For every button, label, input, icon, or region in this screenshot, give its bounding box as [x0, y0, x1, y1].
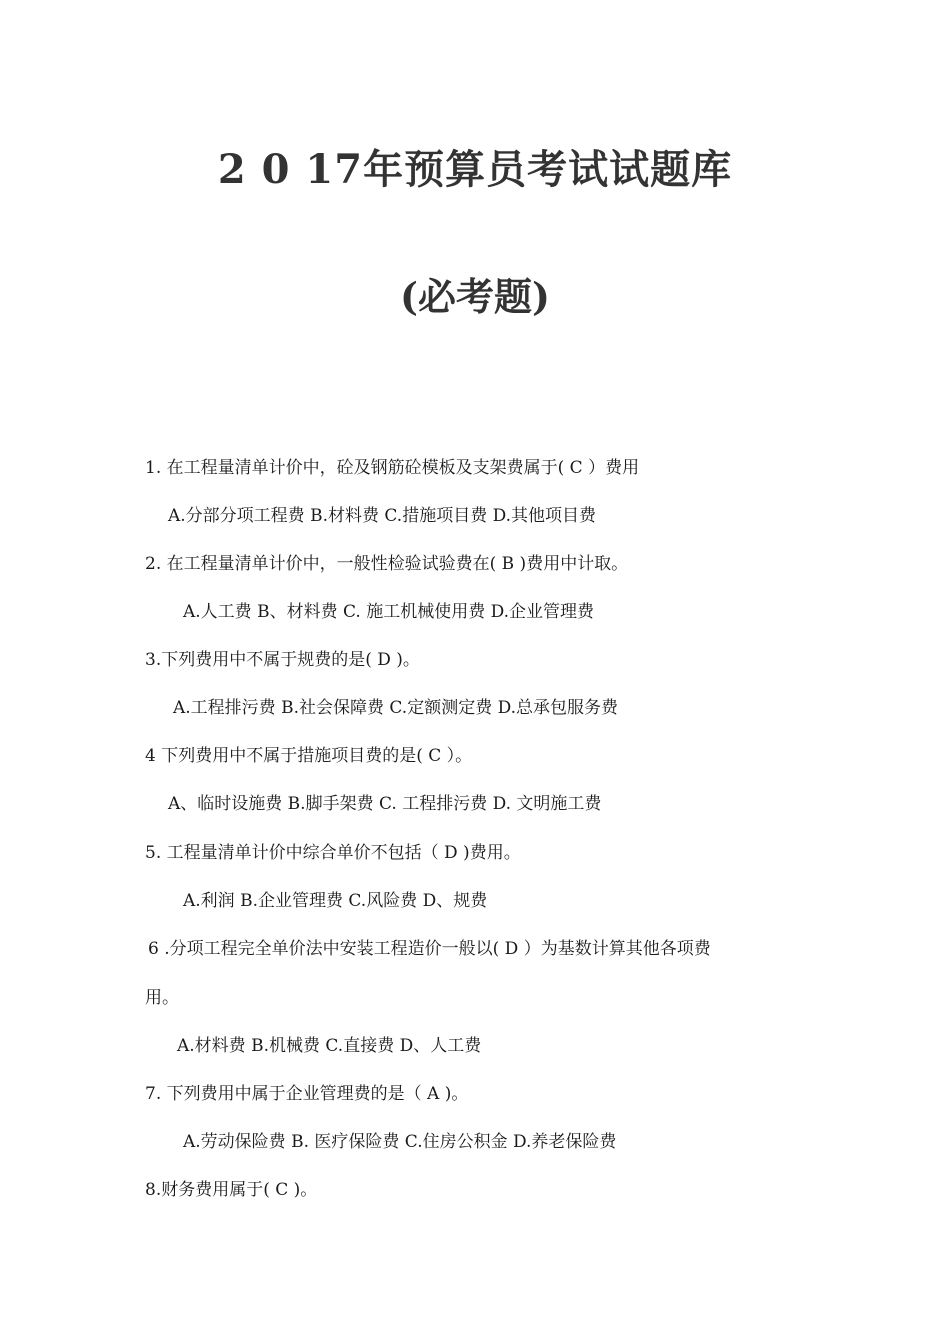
- question-4-stem: 4 下列费用中不属于措施项目费的是( C ）。: [145, 746, 473, 766]
- question-8-stem: 8.财务费用属于( C )。: [145, 1180, 318, 1200]
- question-2-stem: 2. 在工程量清单计价中，一般性检验试验费在( B )费用中计取。: [145, 554, 629, 574]
- question-6-stem: 6 .分项工程完全单价法中安装工程造价一般以( D ）为基数计算其他各项费: [148, 939, 711, 959]
- question-4-options: A、临时设施费 B.脚手架费 C. 工程排污费 D. 文明施工费: [168, 794, 602, 814]
- question-2-options: A.人工费 B、材料费 C. 施工机械使用费 D.企业管理费: [183, 602, 595, 622]
- question-1-options: A.分部分项工程费 B.材料费 C.措施项目费 D.其他项目费: [168, 506, 597, 526]
- question-5-options: A.利润 B.企业管理费 C.风险费 D、规费: [183, 891, 488, 911]
- question-7-options: A.劳动保险费 B. 医疗保险费 C.住房公积金 D.养老保险费: [183, 1132, 617, 1152]
- question-1-stem: 1. 在工程量清单计价中，砼及钢筋砼模板及支架费属于( C ）费用: [145, 458, 640, 478]
- question-3-stem: 3.下列费用中不属于规费的是( D )。: [145, 650, 420, 670]
- question-3-options: A.工程排污费 B.社会保障费 C.定额测定费 D.总承包服务费: [173, 698, 619, 718]
- question-5-stem: 5. 工程量清单计价中综合单价不包括（ D )费用。: [145, 843, 521, 863]
- question-6-stem-continued: 用。: [145, 988, 179, 1008]
- question-7-stem: 7. 下列费用中属于企业管理费的是（ A )。: [145, 1084, 469, 1104]
- document-title: 2 0 17年预算员考试试题库: [217, 146, 733, 193]
- document-subtitle: (必考题): [400, 274, 550, 319]
- question-6-options: A.材料费 B.机械费 C.直接费 D、人工费: [177, 1036, 482, 1056]
